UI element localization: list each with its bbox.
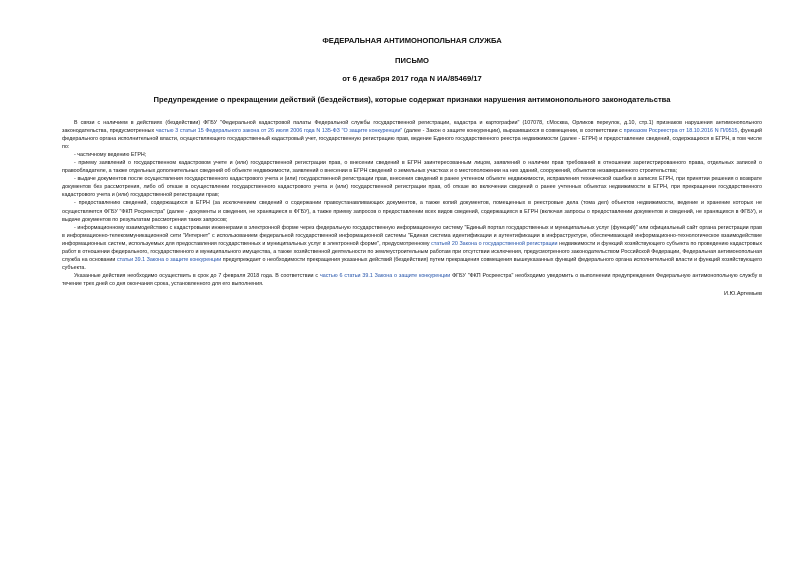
document-subject: Предупреждение о прекращении действий (бездействия), которые содержат признаки нарушения антимонопольного законодательства — [153, 95, 671, 104]
paragraph-text: предупреждает о необходимости прекращения указанных действий (бездействия) путем прекращения совмещения вышеуказанных функций федерального органа исполнительной власти и функций хозяйствующего субъекта. — [62, 256, 763, 271]
link-competition-law-art39-1[interactable]: статьи 39.1 Закона о защите конкуренции — [116, 256, 222, 263]
document-type-heading: ПИСЬМО — [395, 56, 429, 65]
document-date-number: от 6 декабря 2017 года N ИА/85469/17 — [342, 74, 482, 83]
paragraph-text: В связи с наличием в действиях (бездействии) ФГБУ "Федеральной кадастровой палаты Федеральной службы государственной регистрации, кадастра и картографии" (107078, г.Москва, Орликов переулок, д.10, стр.1) признаков нарушения антимонопольного законодательства, предусмотренных — [62, 120, 762, 135]
link-registration-law-art20[interactable]: статьей 20 Закона о государственной регистрации — [431, 240, 558, 247]
paragraph-item-interaction — [62, 224, 762, 272]
paragraph-text: , функций федерального органа исполнительной власти, осуществляющего государственный кадастровый учет, государственную регистрацию прав, ведение Единого государственного реестра недвижимости (далее - ЕГРН) и предоставление сведений, содержащихся в ЕГРН, в том числе по: — [62, 128, 762, 151]
link-competition-law-art15[interactable]: частью 3 статьи 15 Федерального закона от 26 июля 2006 года N 135-ФЗ "О защите конкуренции" — [155, 128, 403, 135]
link-rosreestr-order[interactable]: приказом Росреестра от 18.10.2016 N П/0515 — [623, 128, 738, 135]
paragraph-intro — [62, 119, 762, 151]
signature: И.Ю.Артемьев — [724, 290, 762, 297]
paragraph-text: (далее - Закон о защите конкуренции), выразившихся в совмещении, в соответствии с — [402, 128, 624, 135]
paragraph-item-applications: - приему заявлений о государственном кадастровом учете и (или) государственной регистрации прав, о внесении сведений в ЕГРН заинтересованным лицом, заявлений о наличии прав требований в отношении зарегистрированного права, отдельных записей о правообладателе, а также отдельных дополнительных сведений об объекте недвижимости, заявлений о внесении в ЕГРН сведений о земельных участках и о местоположении на них зданий, сооружений, объектов незавершенного строительства; — [62, 160, 762, 175]
paragraph-text: - информационному взаимодействию с кадастровыми инженерами в электронной форме через федеральную государственную информационную систему "Единый портал государственных и муниципальных услуг (функций)" или официальный сайт органа регистрации прав в информационно-телекоммуникационной сети "Интернет" с использованием федеральной государственной информационной системы "Единая система идентификации и аутентификации в инфраструктуре, обеспечивающей информационно-технологическое взаимодействие информационных систем, используемых для предоставления государственных и муниципальных услуг в электронной форме", предусмотренному — [62, 224, 762, 247]
paragraph-item-egrn: - частичному ведению ЕГРН; — [74, 152, 147, 159]
paragraph-item-information: - предоставлению сведений, содержащихся в ЕГРН (за исключением сведений о содержании правоустанавливающих документов, а также копий документов, помещенных в реестровые дела (тома дел) объектов недвижимости, ведение и хранение которых не осуществляется ФГБУ "ФКП Росреестра" (далее - документы и сведения, не хранящиеся в ФГБУ), а также приему запросов о предоставлении всех видов сведений, содержащихся в ЕГРН (включая запросы о предоставлении документов и сведений, не хранящихся в ФГБУ), и выдаче документов по результатам рассмотрения таких запросов; — [62, 200, 762, 223]
paragraph-text: ФГБУ "ФКП Росреестра" необходимо уведомить о выполнении предупреждения Федеральную антимонопольную службу в течение трех дней со дня окончания срока, установленного для его выполнения. — [62, 272, 762, 287]
paragraph-item-documents: - выдаче документов после осуществления государственного кадастрового учета и (или) государственной регистрации прав, внесения сведений в ранее учтенном объекте недвижимости, исправления технической ошибки в записях ЕГРН, при принятии решения о возврате документов без рассмотрения, либо об отказе в осуществлении государственного кадастрового учета и (или) государственной регистрации прав, об отказе во включении сведений о ранее учтенных объектах недвижимости в ЕГРН, при прекращении государственного кадастрового учета и (или) государственной регистрации прав; — [62, 176, 762, 199]
paragraph-deadline — [62, 272, 762, 288]
document-page — [62, 36, 762, 298]
paragraph-text: Указанные действия необходимо осуществить в срок до 7 февраля 2018 года. В соответствии с — [74, 272, 320, 279]
organization-heading: ФЕДЕРАЛЬНАЯ АНТИМОНОПОЛЬНАЯ СЛУЖБА — [322, 36, 502, 45]
document-body — [62, 119, 762, 288]
paragraph-text: недвижимости и функций хозяйствующего субъекта по проведению кадастровых работ в отношении федерального, государственного и муниципального имущества, а также хозяйственной деятельности по землеустроительным работам при отсутствии исключения, предусмотренного законодательством Российской Федерации, Федеральная антимонопольная служба на основании — [62, 240, 763, 263]
link-competition-law-art39-1-part6[interactable]: частью 6 статьи 39.1 Закона о защите конкуренции — [319, 272, 451, 279]
